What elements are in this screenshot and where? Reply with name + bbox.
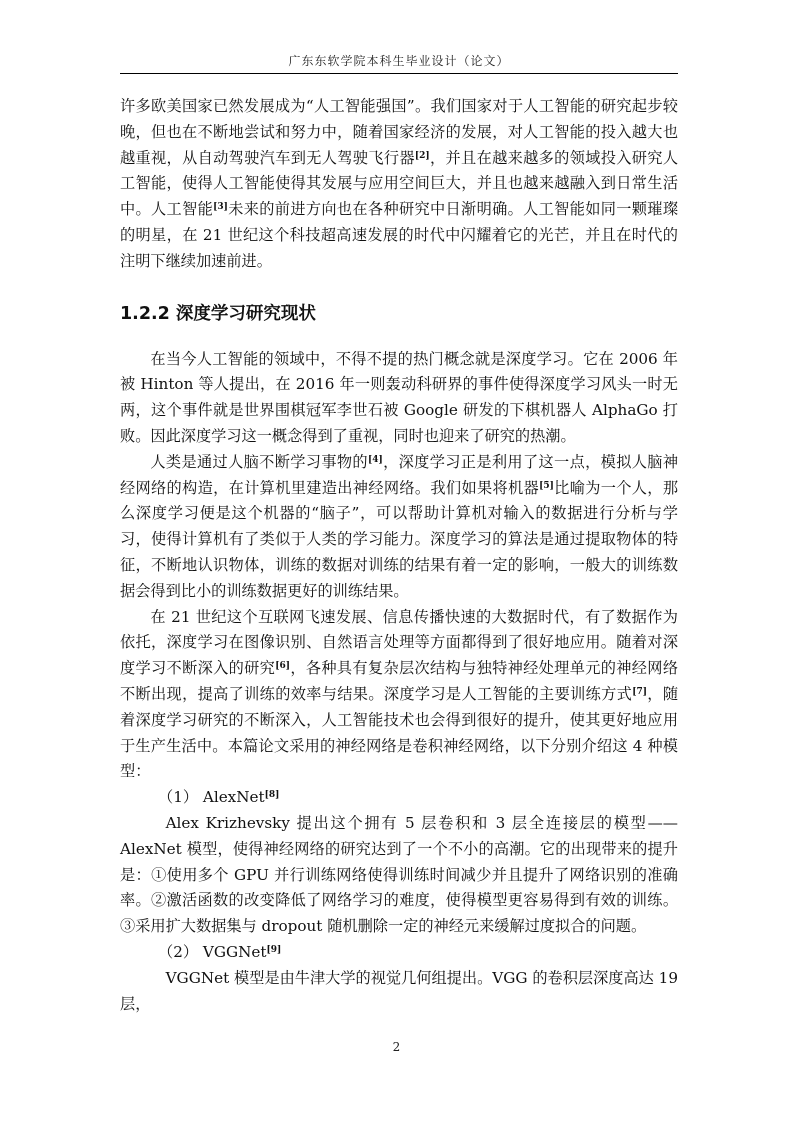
paragraph-big-data	[120, 605, 678, 786]
model-label: （1） AlexNet	[158, 788, 265, 807]
paragraph-deep-learning-intro: 在当今人工智能的领域中，不得不提的热门概念就是深度学习。它在 2006 年被 Hinton 等人提出，在 2016 年一则轰动科研界的事件使得深度学习风头一时无两，这个事件就是世界围棋冠军李世石被 Google 研发的下棋机器人 AlphaGo 打败。因此深度学习这一概念得到了重视，同时也迎来了研究的热潮。	[120, 349, 678, 445]
text-run: ，随着深度学习研究的不断深入，人工智能技术也会得到很好的提升，使其更好地应用于生产生活中。本篇论文采用的神经网络是卷积神经网络，以下分别介绍这 4 种模型：	[120, 684, 679, 781]
model-label: （2） VGGNet	[158, 942, 267, 961]
citation-5: [5]	[539, 480, 554, 491]
citation-7: [7]	[632, 686, 647, 697]
text-run: 未来的前进方向也在各种研究中日渐明确。人工智能如同一颗璀璨的明星，在 21 世纪这个科技超高速发展的时代中闪耀着它的光芒，并且在时代的注明下继续加速前进。	[120, 200, 679, 270]
text-run: ，各种具有复杂层次结构与独特神经处理单元的神经网络不断出现，提高了训练的效率与结果。深度学习是人工智能的主要训练方式	[120, 659, 679, 703]
citation-3: [3]	[213, 202, 228, 213]
text-run: 在 21 世纪这个互联网飞速发展、信息传播快速的大数据时代，有了数据作为依托，深度学习在图像识别、自然语言处理等方面都得到了很好地应用。随着对深度学习不断深入的研究	[120, 607, 678, 678]
citation-8: [8]	[264, 790, 280, 801]
running-header: 广东东软学院本科生毕业设计（论文）	[288, 54, 510, 68]
paragraph-brain-analogy	[120, 450, 678, 605]
text-run: ，并且在越来越多的领域投入研究人工智能，使得人工智能使得其发展与应用空间巨大，并且也越来越融入到日常生活中。人工智能	[120, 148, 679, 219]
page-body	[120, 94, 678, 1017]
model-item-vggnet	[120, 940, 678, 966]
paragraph-vggnet: VGGNet 模型是由牛津大学的视觉几何组提出。VGG 的卷积层深度高达 19 层，	[120, 968, 678, 1013]
citation-2: [2]	[414, 150, 430, 161]
text-run: ，深度学习正是利用了这一点，模拟人脑神经网络的构造，在计算机里建造出神经网络。我们如果将机器	[120, 452, 679, 497]
section-heading: 1.2.2 深度学习研究现状	[120, 303, 316, 324]
text-run: 比喻为一个人，那么深度学习便是这个机器的“脑子”，可以帮助计算机对输入的数据进行分析与学习，使得计算机有了类似于人类的学习能力。深度学习的算法是通过提取物体的特征，不断地认识物体，训练的数据对训练的结果有着一定的影响，一般大的训练数据会得到比小的训练数据更好的训练结果。	[120, 478, 679, 600]
model-item-alexnet	[120, 785, 678, 811]
citation-6: [6]	[275, 661, 290, 672]
header-rule	[120, 73, 678, 74]
text-run: 人类是通过人脑不断学习事物的	[150, 452, 368, 471]
citation-9: [9]	[266, 944, 282, 955]
page-number: 2	[392, 1040, 401, 1054]
paragraph-alexnet: Alex Krizhevsky 提出这个拥有 5 层卷积和 3 层全连接层的模型——AlexNet 模型，使得神经网络的研究达到了一个不小的高潮。它的出现带来的提升是：①使用多个 GPU 并行训练网络使得训练时间减少并且提升了网络识别的准确率。②激活函数的改变降低了网络学习的难度，使得模型更容易得到有效的训练。③采用扩大数据集与 dropout 随机删除一定的神经元来缓解过度拟合的问题。	[120, 813, 678, 936]
text-run: 许多欧美国家已然发展成为“人工智能强国”。我们国家对于人工智能的研究起步较晚，但也在不断地尝试和努力中，随着国家经济的发展，对人工智能的投入越大也越重视，从自动驾驶汽车到无人驾驶飞行器	[120, 97, 678, 167]
citation-4: [4]	[367, 454, 383, 465]
paragraph-ai-development	[120, 94, 678, 275]
